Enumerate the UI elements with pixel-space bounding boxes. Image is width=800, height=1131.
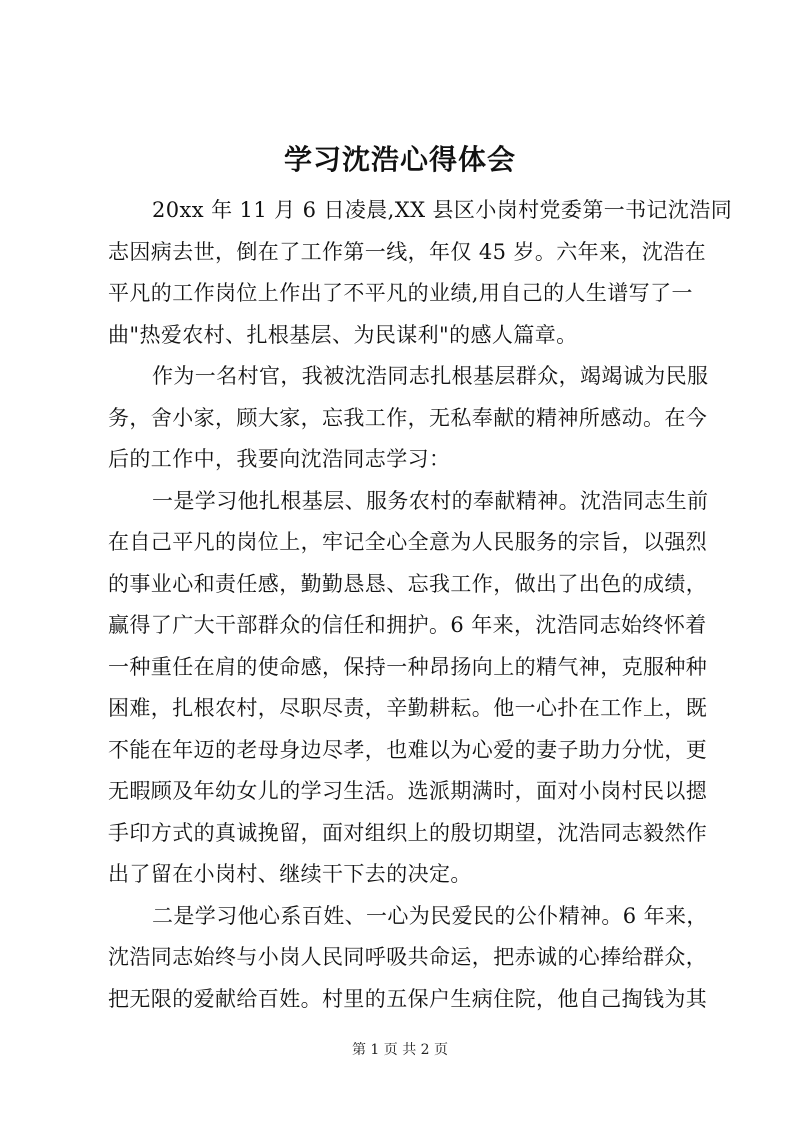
text-line: 务，舍小家，顾大家，忘我工作，无私奉献的精神所感动。在今 (108, 405, 708, 430)
text-line: 的事业心和责任感，勤勤恳恳、忘我工作，做出了出色的成绩， (108, 571, 708, 596)
text-line: 曲"热爱农村、扎根基层、为民谋利"的感人篇章。 (108, 322, 578, 347)
text-line: 无暇顾及年幼女儿的学习生活。选派期满时，面对小岗村民以摁 (108, 779, 708, 803)
text-line: 不能在年迈的老母身边尽孝，也难以为心爱的妻子助力分忧，更 (108, 737, 708, 762)
document-title: 学习沈浩心得体会 (283, 143, 516, 176)
text-line: 困难，扎根农村，尽职尽责，辛勤耕耘。他一心扑在工作上，既 (108, 696, 708, 720)
text-line: 赢得了广大干部群众的信任和拥护。6 年来，沈浩同志始终怀着 (108, 613, 707, 637)
text-line: 一是学习他扎根基层、服务农村的奉献精神。沈浩同志生前 (152, 488, 709, 513)
text-line: 志因病去世，倒在了工作第一线，年仅 45 岁。六年来，沈浩在 (108, 239, 707, 264)
text-line: 后的工作中，我要向沈浩同志学习： (108, 447, 451, 471)
text-line: 沈浩同志始终与小岗人民同呼吸共命运，把赤诚的心捧给群众， (108, 945, 708, 969)
text-line: 出了留在小岗村、继续干下去的决定。 (108, 862, 472, 886)
text-line: 手印方式的真诚挽留，面对组织上的殷切期望，沈浩同志毅然作 (108, 820, 708, 845)
text-line: 20xx 年 11 月 6 日凌晨,XX 县区小岗村党委第一书记沈浩同 (152, 198, 733, 222)
text-line: 在自己平凡的岗位上，牢记全心全意为人民服务的宗旨，以强烈 (108, 530, 708, 554)
text-line: 一种重任在肩的使命感，保持一种昂扬向上的精气神，克服种种 (108, 654, 708, 679)
text-line: 二是学习他心系百姓、一心为民爱民的公仆精神。6 年来， (152, 903, 708, 928)
text-line: 作为一名村官，我被沈浩同志扎根基层群众，竭竭诚为民服 (152, 364, 709, 388)
document-body (108, 190, 733, 1020)
text-line: 平凡的工作岗位上作出了不平凡的业绩,用自己的人生谱写了一 (108, 281, 693, 305)
page-footer: 第 1 页 共 2 页 (351, 1042, 449, 1058)
text-line: 把无限的爱献给百姓。村里的五保户生病住院，他自己掏钱为其 (108, 986, 708, 1011)
